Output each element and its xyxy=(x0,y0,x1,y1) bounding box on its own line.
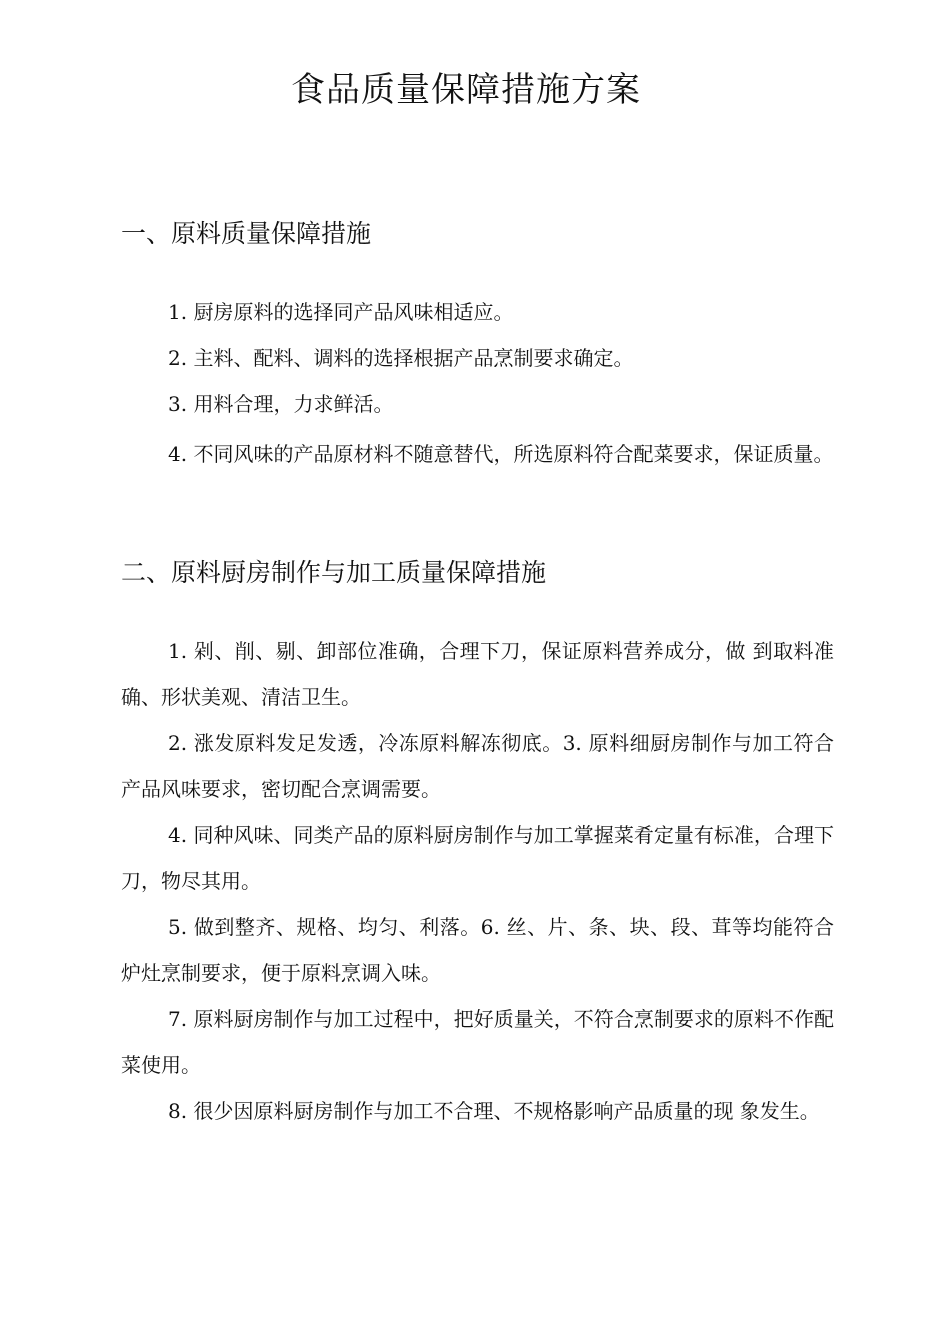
section-heading-processing-quality: 二、原料厨房制作与加工质量保障措施 xyxy=(121,558,547,587)
section-1-paragraph-4: 4. 不同风味的产品原材料不随意替代，所选原料符合配菜要求，保证质量。 xyxy=(168,442,834,466)
section-1-paragraph-3: 3. 用料合理，力求鲜活。 xyxy=(168,392,394,416)
document-title: 食品质量保障措施方案 xyxy=(291,70,641,110)
section-2-paragraph-3: 4. 同种风味、同类产品的原料厨房制作与加工掌握菜肴定量有标准，合理下刀，物尽其用。 xyxy=(121,823,834,893)
section-2-paragraph-4: 5. 做到整齐、规格、均匀、利落。6. 丝、片、条、块、段、茸等均能符合炉灶烹制要求，便于原料烹调入味。 xyxy=(121,915,834,985)
section-heading-raw-material-quality: 一、原料质量保障措施 xyxy=(121,219,372,248)
section-1-paragraph-2: 2. 主料、配料、调料的选择根据产品烹制要求确定。 xyxy=(168,346,634,370)
section-2-paragraph-2: 2. 涨发原料发足发透，冷冻原料解冻彻底。3. 原料细厨房制作与加工符合产品风味要求，密切配合烹调需要。 xyxy=(121,731,834,801)
section-2-paragraph-1: 1. 剁、削、剔、卸部位准确，合理下刀，保证原料营养成分，做 到取料准确、形状美观、清洁卫生。 xyxy=(121,639,834,709)
section-2-paragraph-6: 8. 很少因原料厨房制作与加工不合理、不规格影响产品质量的现 象发生。 xyxy=(168,1099,820,1123)
section-2-paragraph-5: 7. 原料厨房制作与加工过程中，把好质量关，不符合烹制要求的原料不作配菜使用。 xyxy=(121,1007,834,1077)
section-1-paragraph-1: 1. 厨房原料的选择同产品风味相适应。 xyxy=(168,300,514,324)
